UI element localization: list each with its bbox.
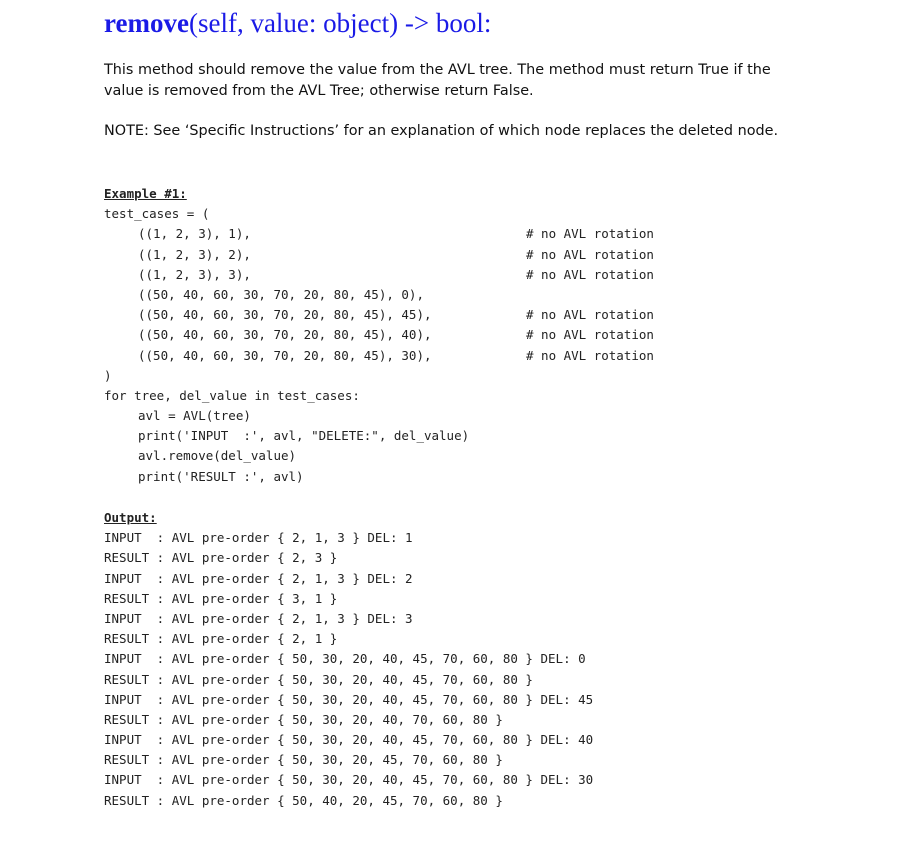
code-line-loop-body: print('RESULT :', avl): [138, 468, 304, 484]
case-code: ((1, 2, 3), 2),: [138, 246, 251, 262]
output-line: INPUT : AVL pre-order { 2, 1, 3 } DEL: 1: [104, 530, 413, 546]
method-heading: [104, 6, 491, 40]
code-line-loop-body: avl = AVL(tree): [138, 408, 251, 424]
method-name: remove: [104, 8, 189, 38]
output-block: [104, 508, 593, 811]
code-line-open: test_cases = (: [104, 206, 210, 222]
code-line-case: [104, 285, 469, 305]
method-signature: (self, value: object) -> bool:: [188, 8, 492, 38]
case-comment: # no AVL rotation: [526, 246, 654, 262]
code-line-loop-body: print('INPUT :', avl, "DELETE:", del_value): [138, 428, 470, 444]
code-line-case: [104, 245, 654, 265]
code-line-case: [104, 224, 654, 244]
example-code-block: [104, 184, 654, 487]
output-line: RESULT : AVL pre-order { 50, 40, 20, 45, 70, 60, 80 }: [104, 792, 503, 808]
case-comment: # no AVL rotation: [526, 266, 654, 282]
code-line-case: [104, 265, 654, 285]
case-code: ((1, 2, 3), 1),: [138, 226, 251, 242]
output-line: INPUT : AVL pre-order { 2, 1, 3 } DEL: 2: [104, 570, 413, 586]
case-comment: # no AVL rotation: [526, 307, 654, 323]
method-description: This method should remove the value from the AVL tree. The method must return True if the value is removed from the AVL Tree; otherwise return False.: [104, 62, 771, 99]
case-comment: # no AVL rotation: [526, 347, 654, 363]
case-code: ((50, 40, 60, 30, 70, 20, 80, 45), 40),: [138, 327, 432, 343]
output-line: INPUT : AVL pre-order { 50, 30, 20, 40, 45, 70, 60, 80 } DEL: 0: [104, 651, 586, 667]
example-label: Example #1:: [104, 186, 187, 201]
output-label-line: [104, 508, 593, 528]
output-line: RESULT : AVL pre-order { 50, 30, 20, 45, 70, 60, 80 }: [104, 752, 503, 768]
output-line: RESULT : AVL pre-order { 2, 3 }: [104, 550, 338, 566]
output-line: INPUT : AVL pre-order { 50, 30, 20, 40, 45, 70, 60, 80 } DEL: 45: [104, 691, 594, 707]
output-line: RESULT : AVL pre-order { 3, 1 }: [104, 590, 338, 606]
case-comment: # no AVL rotation: [526, 327, 654, 343]
output-line: RESULT : AVL pre-order { 2, 1 }: [104, 631, 338, 647]
output-line: RESULT : AVL pre-order { 50, 30, 20, 40, 45, 70, 60, 80 }: [104, 671, 533, 687]
case-code: ((1, 2, 3), 3),: [138, 266, 251, 282]
method-note: NOTE: See ‘Specific Instructions’ for an explanation of which node replaces the deleted node.: [104, 123, 779, 139]
code-line-loop: for tree, del_value in test_cases:: [104, 387, 360, 403]
code-line-case: [104, 346, 654, 366]
case-comment: # no AVL rotation: [526, 226, 654, 242]
code-line-case: [104, 305, 654, 325]
case-code: ((50, 40, 60, 30, 70, 20, 80, 45), 0),: [138, 286, 424, 302]
case-code: ((50, 40, 60, 30, 70, 20, 80, 45), 45),: [138, 307, 432, 323]
case-code: ((50, 40, 60, 30, 70, 20, 80, 45), 30),: [138, 347, 432, 363]
output-line: INPUT : AVL pre-order { 50, 30, 20, 40, 45, 70, 60, 80 } DEL: 30: [104, 772, 594, 788]
code-line-loop-body: avl.remove(del_value): [138, 448, 297, 464]
output-line: INPUT : AVL pre-order { 50, 30, 20, 40, 45, 70, 60, 80 } DEL: 40: [104, 732, 594, 748]
output-label: Output:: [104, 510, 157, 525]
output-line: RESULT : AVL pre-order { 50, 30, 20, 40, 70, 60, 80 }: [104, 711, 503, 727]
code-line-close: ): [104, 367, 112, 383]
code-line-case: [104, 325, 654, 345]
output-line: INPUT : AVL pre-order { 2, 1, 3 } DEL: 3: [104, 610, 413, 626]
example-label-line: [104, 184, 469, 204]
